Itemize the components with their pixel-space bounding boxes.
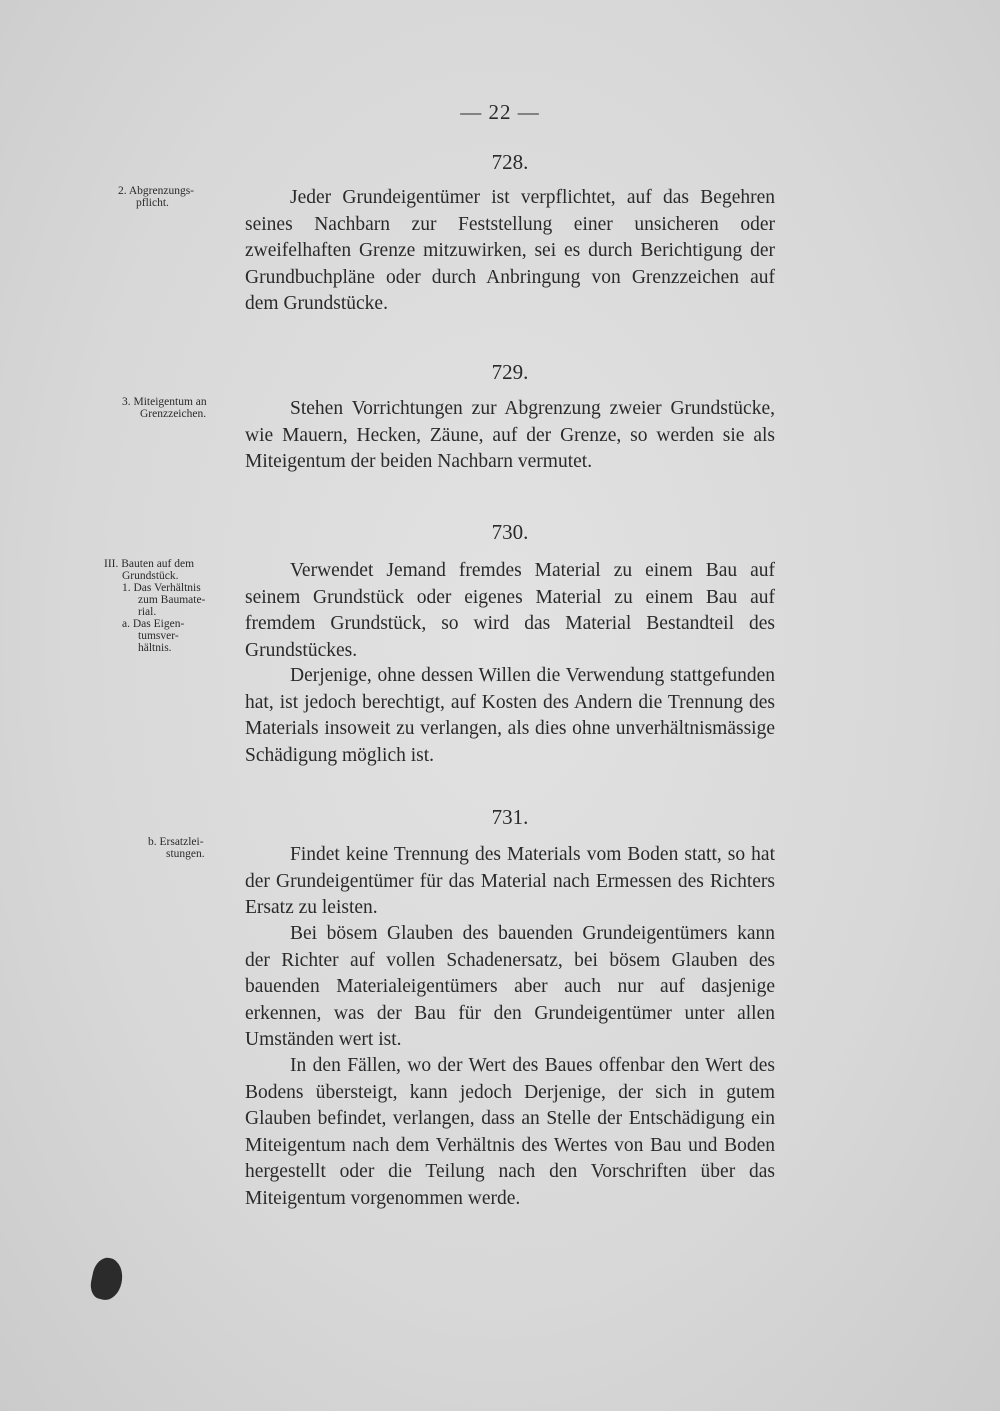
marginal-line: rial.: [138, 606, 157, 618]
marginal-line: Grenzzeichen.: [140, 408, 207, 420]
article-731-paragraph-3: In den Fällen, wo der Wert des Baues offenbar den Wert des Bodens übersteigt, kann jedoch Derjenige, der sich in gutem Glauben befindet, verlangen, dass an Stelle der Entschädigung ein Miteigentum nach dem Verhältnis des Wertes von Bau und Boden hergestellt oder die Teilung nach den Vorschriften über das Miteigentum vorgenommen werde.: [245, 1055, 775, 1209]
marginal-line: pflicht.: [136, 197, 169, 209]
ink-blot: [88, 1255, 126, 1302]
marginal-line: zum Baumate-: [138, 594, 206, 606]
marginal-line: tumsver-: [138, 630, 179, 642]
marginal-note-729: [122, 396, 262, 420]
article-731-paragraph-2: Bei bösem Glauben des bauenden Grundeigentümers kann der Richter auf vollen Schadenersatz, bei bösem Glauben des bauenden Materialeigentümers aber auch nur auf dasjenige erkennen, was der Bau für den Grundeigentümer unter allen Umständen wert ist.: [245, 923, 775, 1050]
article-number-731: 731.: [491, 805, 529, 829]
article-number-729: 729.: [491, 360, 529, 384]
marginal-line: 3. Miteigentum an: [122, 396, 207, 408]
article-729-paragraph-1: Stehen Vorrichtungen zur Abgrenzung zweier Grundstücke, wie Mauern, Hecken, Zäune, auf der Grenze, so werden sie als Miteigentum der beiden Nachbarn vermutet.: [245, 398, 775, 472]
marginal-line: a. Das Eigen-: [122, 618, 185, 630]
marginal-line: hältnis.: [138, 642, 172, 654]
marginal-line: Grundstück.: [122, 570, 179, 582]
marginal-line: 2. Abgrenzungs-: [118, 185, 195, 197]
article-731-paragraph-1: Findet keine Trennung des Materials vom Boden statt, so hat der Grundeigentümer für das Material nach Ermessen des Richters Ersatz zu leisten.: [245, 844, 775, 918]
marginal-line: b. Ersatzlei-: [148, 836, 204, 848]
marginal-line: 1. Das Verhältnis: [122, 582, 201, 594]
article-730-paragraph-1: Verwendet Jemand fremdes Material zu einem Bau auf seinem Grundstück oder eigenes Material zu einem Bau auf fremdem Grundstück, so wird das Material Bestandteil des Grundstückes.: [245, 560, 775, 661]
article-728-paragraph-1: Jeder Grundeigentümer ist verpflichtet, auf das Begehren seines Nachbarn zur Feststellung einer unsicheren oder zweifelhaften Grenze mitzuwirken, sei es durch Berichtigung der Grundbuchpläne oder durch Anbringung von Grenzzeichen auf dem Grundstücke.: [245, 187, 775, 314]
page-number: — 22 —: [460, 100, 540, 124]
article-number-730: 730.: [491, 520, 529, 544]
marginal-note-730: [104, 558, 244, 654]
article-number-728: 728.: [491, 150, 529, 174]
marginal-note-728: [118, 185, 258, 209]
article-730-paragraph-2: Derjenige, ohne dessen Willen die Verwendung stattgefunden hat, ist jedoch berechtigt, auf Kosten des Andern die Trennung des Materials insoweit zu verlangen, als dies ohne unverhältnismässige Schädigung möglich ist.: [245, 665, 775, 766]
marginal-line: stungen.: [166, 848, 205, 860]
marginal-line: III. Bauten auf dem: [104, 558, 195, 570]
